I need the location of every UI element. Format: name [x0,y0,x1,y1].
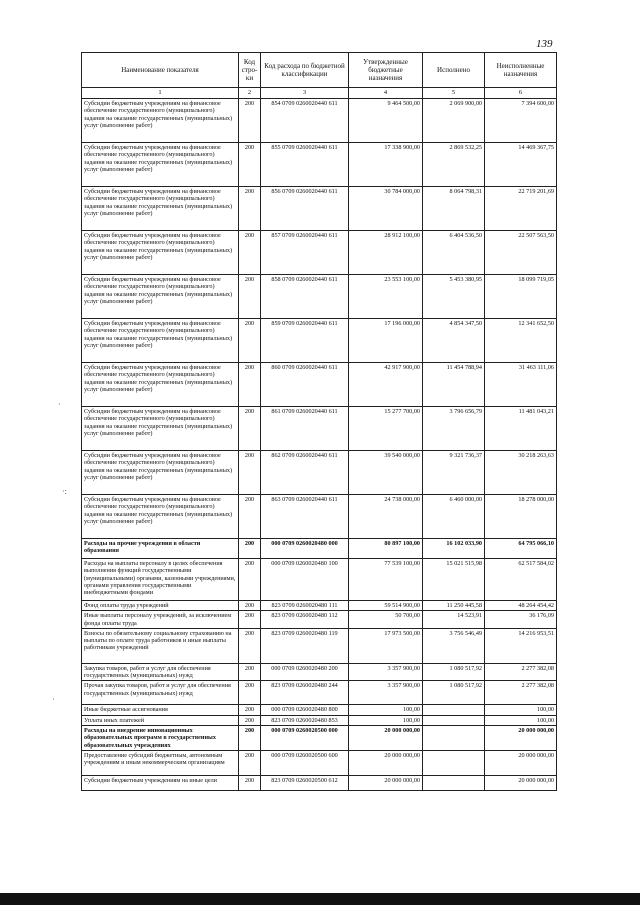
row-unexecuted: 100,00 [485,715,557,725]
column-number-row [82,88,557,99]
row-approved: 17 196 000,00 [349,319,423,363]
row-unexecuted: 18 278 000,00 [485,495,557,539]
row-name: Субсидии бюджетным учреждениям на финансовое обеспечение государственного (муниципального) задания на оказание государственных (муниципальных) услуг (выполнение работ) [82,187,239,231]
row-approved: 100,00 [349,705,423,715]
row-unexecuted: 64 795 066,10 [485,539,557,559]
header-executed: Исполнено [423,53,485,88]
row-class-code: 000 0709 0260020500 600 [261,750,349,775]
row-class-code: 855 0709 0260020440 611 [261,143,349,187]
scan-artifact: · [52,695,55,704]
column-number: 1 [82,88,239,99]
row-class-code: 000 0709 0260020480 200 [261,663,349,681]
scan-bottom-border [0,893,640,905]
row-executed: 1 080 517,92 [423,663,485,681]
row-unexecuted: 12 341 652,50 [485,319,557,363]
row-executed: 6 460 000,00 [423,495,485,539]
scan-artifact: · [58,400,61,409]
row-executed: 3 756 546,49 [423,628,485,663]
row-approved: 9 464 500,00 [349,99,423,143]
row-executed: 1 080 517,92 [423,681,485,705]
table-row [82,726,557,751]
row-approved: 20 000 000,00 [349,726,423,751]
row-code: 200 [239,628,261,663]
row-class-code: 860 0709 0260020440 611 [261,363,349,407]
row-name: Субсидии бюджетным учреждениям на финансовое обеспечение государственного (муниципального) задания на оказание государственных (муниципальных) услуг (выполнение работ) [82,231,239,275]
row-class-code: 823 0709 0260020480 111 [261,601,349,611]
table-row [82,559,557,601]
row-name: Субсидии бюджетным учреждениям на финансовое обеспечение государственного (муниципального) задания на оказание государственных (муниципальных) услуг (выполнение работ) [82,99,239,143]
row-unexecuted: 20 000 000,00 [485,726,557,751]
row-approved: 15 277 700,00 [349,407,423,451]
table-row [82,187,557,231]
row-executed: 11 250 445,58 [423,601,485,611]
row-approved: 59 514 900,00 [349,601,423,611]
row-executed: 6 404 536,50 [423,231,485,275]
scan-artifact: ·: [62,487,67,496]
row-executed: 2 069 900,00 [423,99,485,143]
column-number: 4 [349,88,423,99]
row-approved: 28 912 100,00 [349,231,423,275]
row-unexecuted: 22 719 201,69 [485,187,557,231]
row-executed: 15 021 515,98 [423,559,485,601]
row-class-code: 000 0709 0260020480 100 [261,559,349,601]
row-name: Субсидии бюджетным учреждениям на финансовое обеспечение государственного (муниципального) задания на оказание государственных (муниципальных) услуг (выполнение работ) [82,143,239,187]
row-name: Уплата иных платежей [82,715,239,725]
row-unexecuted: 2 277 382,08 [485,663,557,681]
row-approved: 20 000 000,00 [349,750,423,775]
row-code: 200 [239,663,261,681]
row-class-code: 854 0709 0260020440 611 [261,99,349,143]
row-name: Фонд оплаты труда учреждений [82,601,239,611]
row-code: 200 [239,539,261,559]
row-code: 200 [239,750,261,775]
row-approved: 17 338 900,00 [349,143,423,187]
row-executed: 5 453 380,95 [423,275,485,319]
row-approved: 30 784 000,00 [349,187,423,231]
row-unexecuted: 30 218 263,63 [485,451,557,495]
row-code: 200 [239,681,261,705]
row-approved: 80 897 100,00 [349,539,423,559]
row-executed: 3 796 656,79 [423,407,485,451]
page-number: 139 [536,38,553,50]
row-approved: 23 553 100,00 [349,275,423,319]
row-unexecuted: 22 507 563,50 [485,231,557,275]
row-name: Субсидии бюджетным учреждениям на финансовое обеспечение государственного (муниципального) задания на оказание государственных (муниципальных) услуг (выполнение работ) [82,451,239,495]
table-row [82,451,557,495]
row-class-code: 000 0709 0260020480 000 [261,539,349,559]
row-class-code: 857 0709 0260020440 611 [261,231,349,275]
row-class-code: 862 0709 0260020440 611 [261,451,349,495]
row-name: Прочая закупка товаров, работ и услуг для обеспечения государственных (муниципальных) нужд [82,681,239,705]
row-code: 200 [239,231,261,275]
row-executed: 2 869 532,25 [423,143,485,187]
row-unexecuted: 7 394 600,00 [485,99,557,143]
row-name: Взносы по обязательному социальному страхованию на выплаты по оплате труда работников и иные выплаты работникам учреждений [82,628,239,663]
header-unexecuted: Неисполненные назначения [485,53,557,88]
row-name: Закупка товаров, работ и услуг для обеспечения государственных (муниципальных) нужд [82,663,239,681]
row-executed: 11 454 788,94 [423,363,485,407]
row-code: 200 [239,559,261,601]
row-class-code: 861 0709 0260020440 611 [261,407,349,451]
row-unexecuted: 14 216 953,51 [485,628,557,663]
row-class-code: 823 0709 0260020500 612 [261,775,349,790]
budget-report-table [81,52,557,791]
row-name: Субсидии бюджетным учреждениям на финансовое обеспечение государственного (муниципального) задания на оказание государственных (муниципальных) услуг (выполнение работ) [82,407,239,451]
row-class-code: 823 0709 0260020480 112 [261,611,349,629]
row-unexecuted: 31 463 111,06 [485,363,557,407]
table-row [82,628,557,663]
row-name: Иные бюджетные ассигнования [82,705,239,715]
row-code: 200 [239,143,261,187]
row-name: Субсидии бюджетным учреждениям на финансовое обеспечение государственного (муниципального) задания на оказание государственных (муниципальных) услуг (выполнение работ) [82,275,239,319]
row-class-code: 000 0709 0260020480 800 [261,705,349,715]
row-name: Иные выплаты персоналу учреждений, за исключением фонда оплаты труда [82,611,239,629]
table-row [82,143,557,187]
row-code: 200 [239,611,261,629]
row-name: Расходы на внедрение инновационных образовательных программ в государственных образовательных учреждениях [82,726,239,751]
row-name: Субсидии бюджетным учреждениям на финансовое обеспечение государственного (муниципального) задания на оказание государственных (муниципальных) услуг (выполнение работ) [82,319,239,363]
row-class-code: 823 0709 0260020480 244 [261,681,349,705]
row-executed [423,775,485,790]
row-code: 200 [239,495,261,539]
row-name: Субсидии бюджетным учреждениям на финансовое обеспечение государственного (муниципального) задания на оказание государственных (муниципальных) услуг (выполнение работ) [82,495,239,539]
table-body [82,99,557,791]
row-class-code: 823 0709 0260020480 853 [261,715,349,725]
row-unexecuted: 11 481 043,21 [485,407,557,451]
row-code: 200 [239,187,261,231]
row-executed: 14 523,91 [423,611,485,629]
row-unexecuted: 20 000 000,00 [485,775,557,790]
row-executed: 16 102 033,90 [423,539,485,559]
row-approved: 39 540 000,00 [349,451,423,495]
row-approved: 17 973 500,00 [349,628,423,663]
row-executed [423,726,485,751]
column-number: 3 [261,88,349,99]
table-row [82,539,557,559]
table-row [82,715,557,725]
row-unexecuted: 18 099 719,05 [485,275,557,319]
row-code: 200 [239,715,261,725]
table-row [82,750,557,775]
row-code: 200 [239,775,261,790]
row-code: 200 [239,99,261,143]
row-class-code: 863 0709 0260020440 611 [261,495,349,539]
row-code: 200 [239,451,261,495]
column-number: 6 [485,88,557,99]
row-name: Субсидии бюджетным учреждениям на финансовое обеспечение государственного (муниципального) задания на оказание государственных (муниципальных) услуг (выполнение работ) [82,363,239,407]
header-name: Наименование показателя [82,53,239,88]
row-class-code: 856 0709 0260020440 611 [261,187,349,231]
table-row [82,99,557,143]
row-approved: 42 917 900,00 [349,363,423,407]
table-row [82,407,557,451]
row-unexecuted: 2 277 382,08 [485,681,557,705]
column-number: 5 [423,88,485,99]
row-class-code: 823 0709 0260020480 119 [261,628,349,663]
row-code: 200 [239,407,261,451]
table-row [82,231,557,275]
column-number: 2 [239,88,261,99]
row-unexecuted: 36 176,09 [485,611,557,629]
row-approved: 100,00 [349,715,423,725]
table-row [82,611,557,629]
row-executed [423,715,485,725]
row-unexecuted: 62 517 584,02 [485,559,557,601]
row-approved: 77 539 100,00 [349,559,423,601]
row-executed: 9 321 736,37 [423,451,485,495]
row-executed: 4 854 347,50 [423,319,485,363]
table-row [82,319,557,363]
row-code: 200 [239,363,261,407]
row-class-code: 859 0709 0260020440 611 [261,319,349,363]
row-class-code: 858 0709 0260020440 611 [261,275,349,319]
row-approved: 3 357 900,00 [349,681,423,705]
row-unexecuted: 100,00 [485,705,557,715]
table-row [82,705,557,715]
header-code: Код стро- ки [239,53,261,88]
row-unexecuted: 14 469 367,75 [485,143,557,187]
row-name: Предоставление субсидий бюджетным, автономным учреждениям и иным некоммерческим организациям [82,750,239,775]
row-code: 200 [239,726,261,751]
table-row [82,681,557,705]
row-code: 200 [239,319,261,363]
header-class-code: Код расхода по бюджетной классификации [261,53,349,88]
table-row [82,775,557,790]
row-executed [423,750,485,775]
row-approved: 50 700,00 [349,611,423,629]
row-unexecuted: 20 000 000,00 [485,750,557,775]
row-executed: 8 064 798,31 [423,187,485,231]
table-header-row [82,53,557,88]
row-code: 200 [239,705,261,715]
row-approved: 24 738 000,00 [349,495,423,539]
row-name: Субсидии бюджетным учреждениям на иные цели [82,775,239,790]
header-approved: Утвержденные бюджетные назначения [349,53,423,88]
row-code: 200 [239,275,261,319]
row-executed [423,705,485,715]
table-row [82,363,557,407]
row-name: Расходы на выплаты персоналу в целях обеспечения выполнения функций государственными (муниципальными) органами, казенными учреждениями, органами управления государственными внебюджетными фондами [82,559,239,601]
row-approved: 20 000 000,00 [349,775,423,790]
table-row [82,275,557,319]
table-row [82,601,557,611]
row-code: 200 [239,601,261,611]
row-unexecuted: 48 264 454,42 [485,601,557,611]
row-class-code: 000 0709 0260020500 000 [261,726,349,751]
table-row [82,495,557,539]
row-name: Расходы на прочие учреждения в области образования [82,539,239,559]
table-row [82,663,557,681]
row-approved: 3 357 900,00 [349,663,423,681]
